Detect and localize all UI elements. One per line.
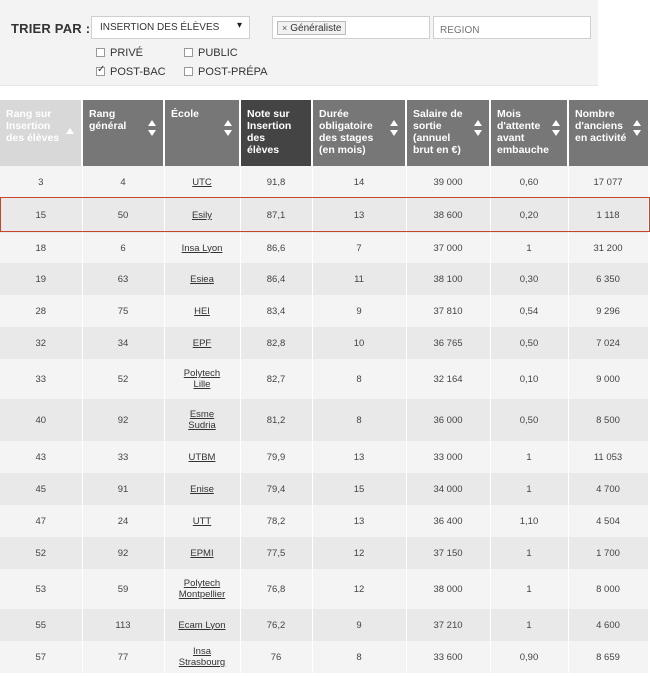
school-link[interactable]: EPF bbox=[192, 337, 212, 349]
col-header-anciens[interactable] bbox=[568, 100, 648, 166]
table-row[interactable] bbox=[0, 166, 648, 198]
sort-arrows[interactable] bbox=[474, 120, 483, 136]
cell-attente: 0,90 bbox=[490, 641, 568, 673]
cell-general: 113 bbox=[82, 609, 164, 641]
cell-salaire: 38 000 bbox=[406, 569, 490, 609]
col-header-rang-general[interactable] bbox=[82, 100, 164, 166]
cell-general: 52 bbox=[82, 359, 164, 399]
cell-ecole bbox=[164, 233, 240, 263]
cell-attente: 0,54 bbox=[490, 295, 568, 327]
cell-attente: 1 bbox=[490, 537, 568, 569]
sort-up-icon[interactable] bbox=[552, 120, 560, 126]
school-link[interactable]: Esiea bbox=[190, 273, 214, 285]
cell-rang: 18 bbox=[0, 233, 82, 263]
chevron-down-icon: ▾ bbox=[236, 20, 242, 31]
cell-salaire: 33 600 bbox=[406, 641, 490, 673]
sort-up-icon[interactable] bbox=[390, 120, 398, 126]
checkbox-post-prepa[interactable] bbox=[184, 66, 267, 78]
cell-rang: 28 bbox=[0, 295, 82, 327]
col-header-rang-insertion[interactable] bbox=[0, 100, 82, 166]
cell-rang: 43 bbox=[0, 441, 82, 473]
cell-ecole bbox=[164, 569, 240, 609]
cell-rang: 19 bbox=[0, 263, 82, 295]
cell-anciens: 7 024 bbox=[568, 327, 648, 359]
school-link[interactable]: UTT bbox=[192, 515, 212, 527]
cell-salaire: 34 000 bbox=[406, 473, 490, 505]
cell-general: 24 bbox=[82, 505, 164, 537]
cell-ecole bbox=[164, 441, 240, 473]
cell-general: 34 bbox=[82, 327, 164, 359]
cell-attente: 1 bbox=[490, 441, 568, 473]
sort-arrows[interactable] bbox=[66, 128, 75, 138]
cell-general: 92 bbox=[82, 537, 164, 569]
sort-up-icon[interactable] bbox=[148, 120, 156, 126]
cell-salaire: 37 210 bbox=[406, 609, 490, 641]
cell-stages: 8 bbox=[312, 641, 406, 673]
cell-anciens: 31 200 bbox=[568, 233, 648, 263]
col-header-label: Salaire de sortie (annuel brut en €) bbox=[413, 108, 463, 156]
cell-rang: 47 bbox=[0, 505, 82, 537]
table-row[interactable] bbox=[0, 359, 648, 399]
cell-rang: 52 bbox=[0, 537, 82, 569]
school-link[interactable]: UTBM bbox=[188, 451, 216, 463]
sort-down-icon[interactable] bbox=[552, 130, 560, 136]
checkbox-label: PUBLIC bbox=[198, 47, 238, 59]
cell-salaire: 36 400 bbox=[406, 505, 490, 537]
school-link[interactable]: EPMI bbox=[190, 547, 214, 559]
cell-note: 86,4 bbox=[240, 263, 312, 295]
cell-attente: 1 bbox=[490, 473, 568, 505]
cell-salaire: 38 600 bbox=[406, 198, 490, 233]
cell-salaire: 36 765 bbox=[406, 327, 490, 359]
cell-attente: 0,60 bbox=[490, 166, 568, 198]
cell-note: 86,6 bbox=[240, 233, 312, 263]
cell-rang: 15 bbox=[0, 198, 82, 233]
cell-ecole bbox=[164, 359, 240, 399]
cell-note: 78,2 bbox=[240, 505, 312, 537]
checkbox-box[interactable] bbox=[184, 48, 193, 57]
region-input[interactable] bbox=[433, 16, 591, 39]
school-link[interactable]: Polytech Lille bbox=[183, 368, 221, 390]
cell-general: 77 bbox=[82, 641, 164, 673]
cell-rang: 32 bbox=[0, 327, 82, 359]
cell-anciens: 4 600 bbox=[568, 609, 648, 641]
col-header-label: Note sur Insertion des élèves bbox=[247, 108, 292, 156]
cell-note: 83,4 bbox=[240, 295, 312, 327]
cell-attente: 1,10 bbox=[490, 505, 568, 537]
school-link[interactable]: Insa Strasbourg bbox=[178, 646, 226, 668]
cell-ecole bbox=[164, 473, 240, 505]
cell-note: 76,8 bbox=[240, 569, 312, 609]
remove-tag-icon[interactable]: × bbox=[282, 23, 288, 33]
sort-arrows[interactable] bbox=[390, 120, 399, 136]
cell-stages: 15 bbox=[312, 473, 406, 505]
cell-stages: 12 bbox=[312, 537, 406, 569]
cell-stages: 9 bbox=[312, 295, 406, 327]
cell-anciens: 4 504 bbox=[568, 505, 648, 537]
school-link[interactable]: Esme Sudria bbox=[188, 409, 216, 431]
cell-stages: 13 bbox=[312, 441, 406, 473]
sort-down-icon[interactable] bbox=[474, 130, 482, 136]
cell-note: 76 bbox=[240, 641, 312, 673]
cell-anciens: 8 500 bbox=[568, 399, 648, 441]
cell-attente: 0,10 bbox=[490, 359, 568, 399]
cell-ecole bbox=[164, 505, 240, 537]
cell-anciens: 8 000 bbox=[568, 569, 648, 609]
filter-bar bbox=[0, 0, 598, 86]
sort-dropdown-value: INSERTION DES ÉLÈVES bbox=[100, 22, 220, 33]
cell-ecole bbox=[164, 537, 240, 569]
school-link[interactable]: Esily bbox=[191, 210, 213, 221]
sort-down-icon[interactable] bbox=[633, 130, 641, 136]
cell-attente: 1 bbox=[490, 233, 568, 263]
checkbox-label: POST-BAC bbox=[110, 66, 166, 78]
cell-ecole bbox=[164, 327, 240, 359]
table-row[interactable] bbox=[0, 473, 648, 505]
cell-anciens: 11 053 bbox=[568, 441, 648, 473]
cell-stages: 11 bbox=[312, 263, 406, 295]
sort-down-icon[interactable] bbox=[148, 130, 156, 136]
table-body bbox=[0, 166, 648, 673]
sort-down-icon[interactable] bbox=[390, 130, 398, 136]
col-header-label: Durée obligatoire des stages (en mois) bbox=[319, 108, 374, 156]
table-row[interactable] bbox=[0, 505, 648, 537]
category-tag-label: Généraliste bbox=[290, 23, 342, 34]
cell-ecole bbox=[164, 198, 240, 233]
table-row[interactable] bbox=[0, 263, 648, 295]
cell-attente: 1 bbox=[490, 569, 568, 609]
cell-rang: 57 bbox=[0, 641, 82, 673]
sort-down-icon[interactable] bbox=[224, 130, 232, 136]
cell-rang: 55 bbox=[0, 609, 82, 641]
table-row[interactable] bbox=[0, 198, 648, 233]
cell-stages: 14 bbox=[312, 166, 406, 198]
cell-salaire: 38 100 bbox=[406, 263, 490, 295]
cell-general: 33 bbox=[82, 441, 164, 473]
rankings-table bbox=[0, 100, 649, 673]
cell-stages: 13 bbox=[312, 505, 406, 537]
school-link[interactable]: Enise bbox=[190, 483, 214, 495]
checkbox-label: PRIVÉ bbox=[110, 47, 144, 59]
cell-general: 4 bbox=[82, 166, 164, 198]
checkbox-box[interactable] bbox=[96, 48, 105, 57]
cell-salaire: 37 810 bbox=[406, 295, 490, 327]
cell-general: 92 bbox=[82, 399, 164, 441]
school-link[interactable]: Ecam Lyon bbox=[178, 619, 226, 631]
sort-label: TRIER PAR : bbox=[11, 21, 91, 36]
table-row[interactable] bbox=[0, 327, 648, 359]
cell-note: 79,9 bbox=[240, 441, 312, 473]
cell-general: 50 bbox=[82, 198, 164, 233]
cell-note: 79,4 bbox=[240, 473, 312, 505]
cell-general: 75 bbox=[82, 295, 164, 327]
sort-up-icon[interactable] bbox=[474, 120, 482, 126]
cell-ecole bbox=[164, 295, 240, 327]
cell-stages: 8 bbox=[312, 399, 406, 441]
cell-general: 59 bbox=[82, 569, 164, 609]
col-header-note[interactable] bbox=[240, 100, 312, 166]
cell-anciens: 17 077 bbox=[568, 166, 648, 198]
cell-attente: 1 bbox=[490, 609, 568, 641]
cell-stages: 10 bbox=[312, 327, 406, 359]
cell-note: 77,5 bbox=[240, 537, 312, 569]
category-tag-field[interactable] bbox=[272, 16, 430, 39]
cell-salaire: 39 000 bbox=[406, 166, 490, 198]
cell-rang: 53 bbox=[0, 569, 82, 609]
cell-anciens: 9 000 bbox=[568, 359, 648, 399]
cell-salaire: 36 000 bbox=[406, 399, 490, 441]
cell-rang: 45 bbox=[0, 473, 82, 505]
col-header-salaire[interactable] bbox=[406, 100, 490, 166]
school-link[interactable]: UTC bbox=[192, 176, 212, 188]
cell-general: 6 bbox=[82, 233, 164, 263]
category-tag[interactable] bbox=[277, 21, 346, 35]
cell-salaire: 33 000 bbox=[406, 441, 490, 473]
col-header-label: Rang général bbox=[89, 108, 127, 132]
cell-salaire: 32 164 bbox=[406, 359, 490, 399]
sort-arrows[interactable] bbox=[148, 120, 157, 136]
sort-arrows[interactable] bbox=[633, 120, 642, 136]
cell-note: 76,2 bbox=[240, 609, 312, 641]
col-header-stages[interactable] bbox=[312, 100, 406, 166]
cell-general: 91 bbox=[82, 473, 164, 505]
cell-attente: 0,50 bbox=[490, 399, 568, 441]
col-header-attente[interactable] bbox=[490, 100, 568, 166]
cell-rang: 40 bbox=[0, 399, 82, 441]
cell-stages: 13 bbox=[312, 198, 406, 233]
cell-anciens: 4 700 bbox=[568, 473, 648, 505]
sort-dropdown[interactable] bbox=[91, 16, 250, 39]
cell-stages: 7 bbox=[312, 233, 406, 263]
checkbox-public[interactable] bbox=[184, 47, 238, 59]
cell-note: 91,8 bbox=[240, 166, 312, 198]
table-row[interactable] bbox=[0, 441, 648, 473]
school-link[interactable]: Insa Lyon bbox=[181, 242, 223, 254]
cell-rang: 33 bbox=[0, 359, 82, 399]
school-link[interactable]: Polytech Montpellier bbox=[178, 578, 226, 600]
cell-attente: 0,20 bbox=[490, 198, 568, 233]
cell-attente: 0,50 bbox=[490, 327, 568, 359]
cell-anciens: 1 118 bbox=[568, 198, 648, 233]
cell-stages: 8 bbox=[312, 359, 406, 399]
cell-general: 63 bbox=[82, 263, 164, 295]
cell-stages: 12 bbox=[312, 569, 406, 609]
checkbox-box[interactable] bbox=[96, 67, 105, 76]
cell-ecole bbox=[164, 609, 240, 641]
cell-anciens: 6 350 bbox=[568, 263, 648, 295]
cell-ecole bbox=[164, 263, 240, 295]
checkbox-post-bac[interactable] bbox=[96, 66, 166, 78]
table-row[interactable] bbox=[0, 641, 648, 673]
table-row[interactable] bbox=[0, 537, 648, 569]
sort-arrows[interactable] bbox=[224, 120, 233, 136]
cell-note: 82,7 bbox=[240, 359, 312, 399]
col-header-label: Mois d'attente avant embauche bbox=[497, 108, 549, 156]
cell-ecole bbox=[164, 399, 240, 441]
table-row[interactable] bbox=[0, 569, 648, 609]
cell-ecole bbox=[164, 166, 240, 198]
table-row[interactable] bbox=[0, 295, 648, 327]
sort-up-icon[interactable] bbox=[66, 128, 74, 134]
school-link[interactable]: HEI bbox=[194, 305, 210, 317]
cell-salaire: 37 000 bbox=[406, 233, 490, 263]
checkbox-prive[interactable] bbox=[96, 47, 143, 59]
table-row[interactable] bbox=[0, 399, 648, 441]
table-row[interactable] bbox=[0, 609, 648, 641]
cell-anciens: 1 700 bbox=[568, 537, 648, 569]
sort-up-icon[interactable] bbox=[224, 120, 232, 126]
cell-rang: 3 bbox=[0, 166, 82, 198]
col-header-ecole[interactable] bbox=[164, 100, 240, 166]
cell-anciens: 9 296 bbox=[568, 295, 648, 327]
cell-note: 82,8 bbox=[240, 327, 312, 359]
col-header-label: Nombre d'anciens en activité bbox=[575, 108, 627, 144]
cell-note: 87,1 bbox=[240, 198, 312, 233]
cell-stages: 9 bbox=[312, 609, 406, 641]
sort-arrows[interactable] bbox=[552, 120, 561, 136]
checkbox-box[interactable] bbox=[184, 67, 193, 76]
checkbox-label: POST-PRÉPA bbox=[198, 66, 268, 78]
cell-anciens: 8 659 bbox=[568, 641, 648, 673]
col-header-label: École bbox=[171, 108, 200, 120]
cell-note: 81,2 bbox=[240, 399, 312, 441]
table-header-row bbox=[0, 100, 648, 166]
col-header-label: Rang sur Insertion des élèves bbox=[6, 108, 60, 144]
cell-ecole bbox=[164, 641, 240, 673]
cell-attente: 0,30 bbox=[490, 263, 568, 295]
table-row[interactable] bbox=[0, 233, 648, 263]
sort-up-icon[interactable] bbox=[633, 120, 641, 126]
cell-salaire: 37 150 bbox=[406, 537, 490, 569]
